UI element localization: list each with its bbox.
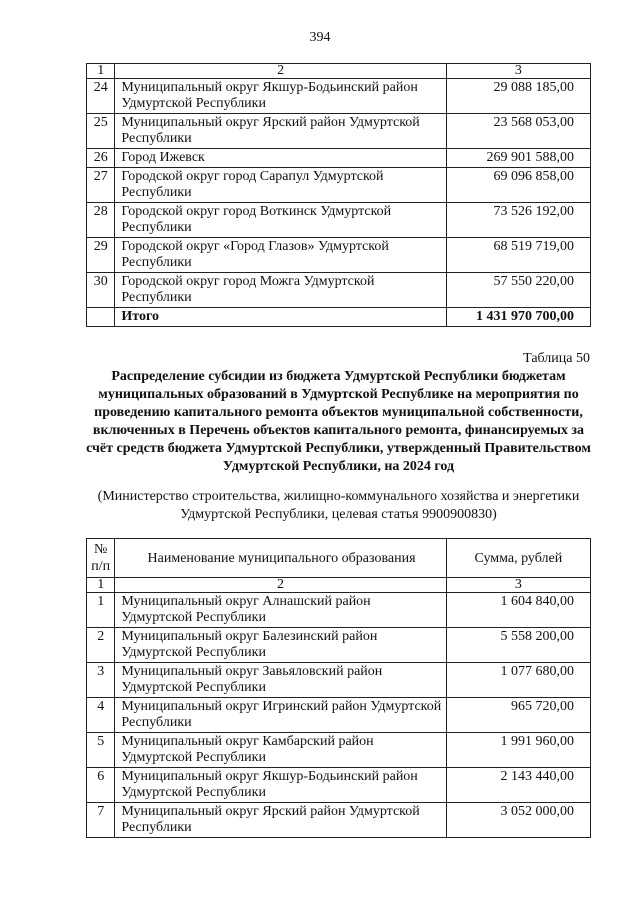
col-num-3: 3 (446, 64, 590, 79)
column-number-row (87, 578, 591, 593)
subsidy-amount: 57 550 220,00 (446, 273, 590, 308)
table-row (87, 628, 591, 663)
table-label: Таблица 50 (523, 351, 590, 366)
municipality-name: Муниципальный округ Игринский район Удмуртской Республики (115, 698, 446, 733)
subsidy-table-50 (86, 538, 591, 838)
table-row (87, 803, 591, 838)
subsidy-amount: 1 991 960,00 (446, 733, 590, 768)
row-number: 29 (87, 238, 115, 273)
row-number: 3 (87, 663, 115, 698)
table-row (87, 698, 591, 733)
row-number: 30 (87, 273, 115, 308)
municipality-name: Городской округ город Можга Удмуртской Республики (115, 273, 446, 308)
row-number: 6 (87, 768, 115, 803)
row-number: 25 (87, 114, 115, 149)
municipality-name: Городской округ город Сарапул Удмуртской Республики (115, 168, 446, 203)
table-subtitle: (Министерство строительства, жилищно-коммунального хозяйства и энергетики Удмуртской Республики, целевая статья 9900900830) (97, 489, 580, 522)
subsidy-amount: 2 143 440,00 (446, 768, 590, 803)
subsidy-amount: 269 901 588,00 (446, 149, 590, 168)
subsidy-amount: 1 077 680,00 (446, 663, 590, 698)
row-number: 2 (87, 628, 115, 663)
row-number: 5 (87, 733, 115, 768)
total-label: Итого (115, 308, 446, 327)
municipality-name: Муниципальный округ Алнашский район Удмуртской Республики (115, 593, 446, 628)
municipality-name: Муниципальный округ Ярский район Удмуртской Республики (115, 803, 446, 838)
subsidy-amount: 68 519 719,00 (446, 238, 590, 273)
subsidy-amount: 73 526 192,00 (446, 203, 590, 238)
subsidy-amount: 965 720,00 (446, 698, 590, 733)
subsidy-amount: 29 088 185,00 (446, 79, 590, 114)
table-row (87, 733, 591, 768)
header-municipality: Наименование муниципального образования (115, 539, 446, 578)
table-row (87, 593, 591, 628)
total-amount: 1 431 970 700,00 (446, 308, 590, 327)
table-row (87, 149, 591, 168)
subsidy-amount: 69 096 858,00 (446, 168, 590, 203)
header-number: № п/п (87, 539, 115, 578)
table-row (87, 114, 591, 149)
row-number: 26 (87, 149, 115, 168)
row-number: 7 (87, 803, 115, 838)
municipality-name: Городской округ город Воткинск Удмуртской Республики (115, 203, 446, 238)
column-header-row (87, 539, 591, 578)
municipality-name: Муниципальный округ Камбарский район Удмуртской Республики (115, 733, 446, 768)
municipality-name: Муниципальный округ Балезинский район Удмуртской Республики (115, 628, 446, 663)
row-number: 4 (87, 698, 115, 733)
municipality-name: Городской округ «Город Глазов» Удмуртской Республики (115, 238, 446, 273)
total-row (87, 308, 591, 327)
municipality-name: Муниципальный округ Ярский район Удмуртской Республики (115, 114, 446, 149)
header-amount: Сумма, рублей (446, 539, 590, 578)
column-number-row (87, 64, 591, 79)
table-row (87, 203, 591, 238)
table-row (87, 768, 591, 803)
total-row-number (87, 308, 115, 327)
table-row (87, 663, 591, 698)
row-number: 24 (87, 79, 115, 114)
table-row (87, 168, 591, 203)
subsidy-amount: 5 558 200,00 (446, 628, 590, 663)
page-number: 394 (309, 30, 331, 45)
subsidy-table-continued (86, 63, 591, 327)
municipality-name: Муниципальный округ Завьяловский район Удмуртской Республики (115, 663, 446, 698)
col-num-2: 2 (115, 578, 446, 593)
col-num-3: 3 (446, 578, 590, 593)
col-num-1: 1 (87, 64, 115, 79)
row-number: 27 (87, 168, 115, 203)
subsidy-amount: 3 052 000,00 (446, 803, 590, 838)
table-row (87, 238, 591, 273)
municipality-name: Город Ижевск (115, 149, 446, 168)
col-num-1: 1 (87, 578, 115, 593)
municipality-name: Муниципальный округ Якшур-Бодьинский район Удмуртской Республики (115, 79, 446, 114)
municipality-name: Муниципальный округ Якшур-Бодьинский район Удмуртской Республики (115, 768, 446, 803)
table-row (87, 273, 591, 308)
subsidy-amount: 23 568 053,00 (446, 114, 590, 149)
col-num-2: 2 (115, 64, 446, 79)
row-number: 28 (87, 203, 115, 238)
table-row (87, 79, 591, 114)
subsidy-amount: 1 604 840,00 (446, 593, 590, 628)
row-number: 1 (87, 593, 115, 628)
table-title: Распределение субсидии из бюджета Удмуртской Республики бюджетам муниципальных образований в Удмуртской Республике на мероприятия по проведению капитального ремонта объектов муниципальной собственности, включенных в Перечень объектов капитального ремонта, финансируемых за счёт средств бюджета Удмуртской Республики, утвержденный Правительством Удмуртской Республики, на 2024 год (86, 369, 591, 474)
